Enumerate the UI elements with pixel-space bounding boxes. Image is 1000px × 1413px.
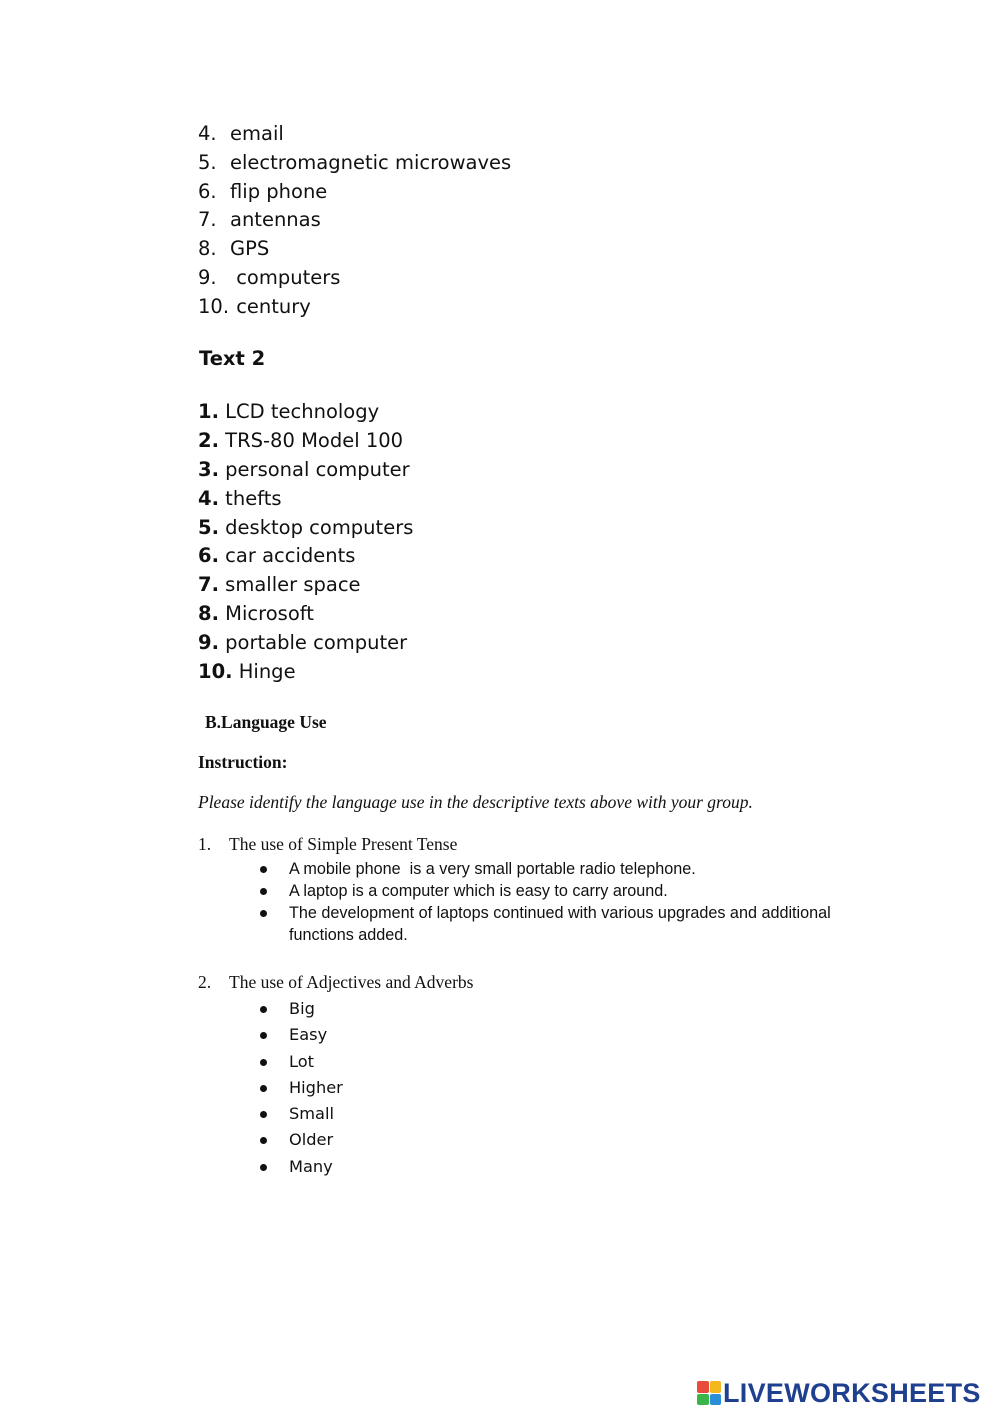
bullet-icon (260, 888, 267, 895)
list-item: Higher (258, 1075, 343, 1101)
list-item: Easy (258, 1022, 343, 1048)
text1-answer-list (198, 120, 511, 322)
liveworksheets-logo-icon (697, 1381, 721, 1405)
list-item: Small (258, 1101, 343, 1127)
point-simple-present-tense: 1. The use of Simple Present Tense (198, 834, 458, 854)
list-item: Lot (258, 1049, 343, 1075)
text2-answer-list (198, 398, 413, 687)
list-item: A mobile phone is a very small portable radio telephone. (258, 858, 878, 880)
bullet-icon (260, 1059, 267, 1066)
list-item: 1. LCD technology (198, 400, 380, 423)
list-item: 10. Hinge (198, 660, 296, 684)
list-item: 5. electromagnetic microwaves (198, 150, 512, 174)
list-item: 4. email (198, 122, 284, 145)
point-adjectives-adverbs: 2. The use of Adjectives and Adverbs (198, 972, 474, 992)
adjectives-adverbs-list (258, 996, 343, 1180)
bullet-icon (260, 1085, 267, 1092)
list-item: 6. car accidents (198, 544, 356, 568)
list-item: 10. century (198, 294, 311, 318)
list-item: The development of laptops continued with various upgrades and additional functions added. (258, 902, 878, 946)
list-item: 4. thefts (198, 486, 282, 510)
list-item: 7. antennas (198, 208, 321, 232)
instruction-text: Please identify the language use in the descriptive texts above with your group. (198, 792, 753, 812)
liveworksheets-logo[interactable] (697, 1378, 981, 1408)
list-item: 9. portable computer (198, 631, 408, 655)
list-item: 7. smaller space (198, 573, 361, 597)
list-item: Big (258, 996, 343, 1022)
list-item: 6. flip phone (198, 179, 328, 203)
list-item: Older (258, 1127, 343, 1153)
bullet-icon (260, 866, 267, 873)
list-item: 5. desktop computers (198, 515, 414, 539)
logo-text: LIVEWORKSHEETS (723, 1378, 981, 1408)
bullet-icon (260, 910, 267, 917)
bullet-icon (260, 1006, 267, 1013)
text2-heading: Text 2 (199, 347, 266, 370)
bullet-icon (260, 1137, 267, 1144)
list-item: 8. GPS (198, 237, 270, 261)
list-item: 8. Microsoft (198, 602, 314, 626)
list-item: 2. TRS-80 Model 100 (198, 428, 404, 452)
language-use-heading: B.Language Use (205, 712, 327, 732)
bullet-icon (260, 1164, 267, 1171)
simple-present-examples (258, 858, 878, 946)
list-item: 9. computers (198, 265, 341, 289)
list-item: Many (258, 1154, 343, 1180)
bullet-icon (260, 1111, 267, 1118)
instruction-label: Instruction: (198, 752, 288, 772)
bullet-icon (260, 1032, 267, 1039)
list-item: 3. personal computer (198, 457, 410, 481)
list-item: A laptop is a computer which is easy to carry around. (258, 880, 878, 902)
